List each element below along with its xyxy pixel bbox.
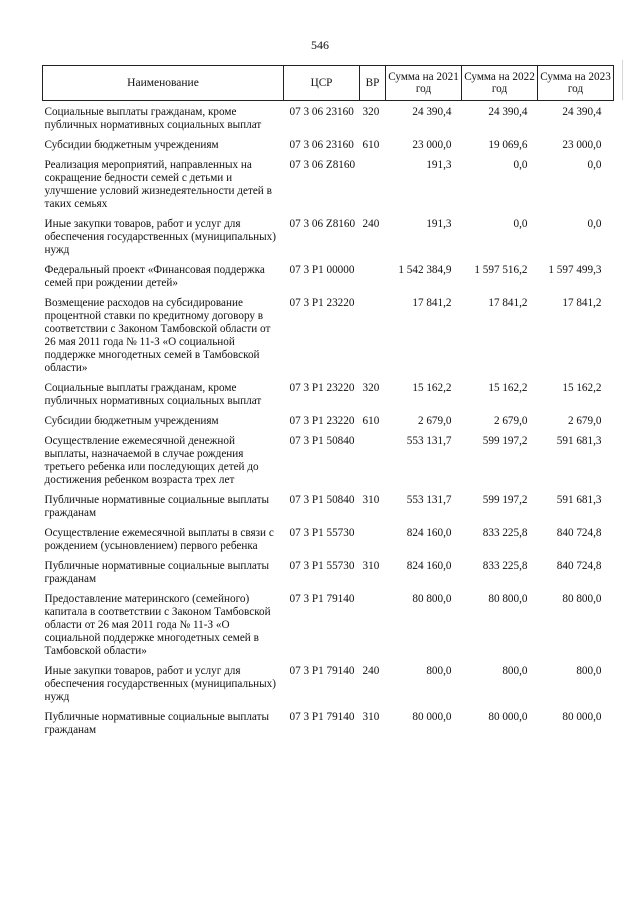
row-sum-2023: 15 162,2 bbox=[562, 382, 602, 394]
header-row bbox=[43, 66, 614, 101]
row-sum-2021: 553 131,7 bbox=[406, 494, 452, 506]
row-vr: 320 bbox=[362, 106, 380, 118]
row-vr: 310 bbox=[362, 560, 380, 572]
row-csr: 07 3 P1 79140 bbox=[289, 593, 355, 605]
table-row bbox=[43, 382, 614, 415]
table-row bbox=[43, 297, 614, 382]
row-sum-2022: 15 162,2 bbox=[488, 382, 528, 394]
row-csr: 07 3 P1 50840 bbox=[289, 494, 355, 506]
row-name: Осуществление ежемесячной выплаты в связи с рождением (усыновлением) первого ребенка bbox=[44, 527, 274, 552]
row-sum-2022: 24 390,4 bbox=[488, 106, 528, 118]
table-body bbox=[43, 101, 614, 745]
row-sum-2022: 80 800,0 bbox=[488, 593, 528, 605]
header-csr: ЦСР bbox=[284, 66, 360, 101]
row-vr: 320 bbox=[362, 382, 380, 394]
budget-table bbox=[42, 65, 614, 744]
row-csr: 07 3 P1 55730 bbox=[289, 560, 355, 572]
row-name: Публичные нормативные социальные выплаты гражданам bbox=[44, 711, 270, 736]
row-csr: 07 3 06 Z8160 bbox=[289, 218, 356, 230]
table-row bbox=[43, 435, 614, 494]
row-sum-2022: 80 000,0 bbox=[488, 711, 528, 723]
header-vr: ВР bbox=[360, 66, 386, 101]
row-vr bbox=[360, 527, 386, 560]
row-csr: 07 3 P1 00000 bbox=[289, 264, 355, 276]
row-sum-2022: 2 679,0 bbox=[493, 415, 528, 427]
row-sum-2021: 824 160,0 bbox=[406, 527, 452, 539]
row-sum-2023: 591 681,3 bbox=[556, 435, 602, 447]
row-name: Иные закупки товаров, работ и услуг для обеспечения государственных (муниципальных) нужд bbox=[44, 218, 276, 256]
row-csr: 07 3 P1 23220 bbox=[289, 297, 355, 309]
header-2021: Сумма на 2021 год bbox=[386, 66, 462, 101]
table-row bbox=[43, 560, 614, 593]
table-row bbox=[43, 218, 614, 264]
row-vr: 310 bbox=[362, 711, 380, 723]
row-vr: 610 bbox=[362, 139, 380, 151]
table-row bbox=[43, 665, 614, 711]
row-sum-2022: 833 225,8 bbox=[482, 560, 528, 572]
row-csr: 07 3 06 23160 bbox=[289, 106, 354, 118]
row-csr: 07 3 P1 23220 bbox=[289, 415, 355, 427]
row-vr bbox=[360, 264, 386, 297]
row-sum-2021: 80 800,0 bbox=[412, 593, 452, 605]
scan-edge-mark bbox=[622, 60, 623, 100]
row-sum-2023: 80 800,0 bbox=[562, 593, 602, 605]
row-sum-2023: 800,0 bbox=[576, 665, 602, 677]
table-row bbox=[43, 159, 614, 218]
row-vr bbox=[360, 593, 386, 665]
row-sum-2022: 833 225,8 bbox=[482, 527, 528, 539]
row-name: Реализация мероприятий, направленных на сокращение бедности семей с детьми и улучшение условий жизнедеятельности детей в таких семьях bbox=[44, 159, 272, 210]
row-name: Субсидии бюджетным учреждениям bbox=[44, 415, 219, 427]
row-sum-2021: 17 841,2 bbox=[412, 297, 452, 309]
row-vr bbox=[360, 435, 386, 494]
row-name: Осуществление ежемесячной денежной выплаты, назначаемой в случае рождения третьего ребенка или последующих детей до достижения ребенком возраста трех лет bbox=[44, 435, 259, 486]
row-sum-2022: 599 197,2 bbox=[482, 435, 528, 447]
row-sum-2023: 17 841,2 bbox=[562, 297, 602, 309]
row-sum-2023: 840 724,8 bbox=[556, 560, 602, 572]
row-sum-2023: 840 724,8 bbox=[556, 527, 602, 539]
table-row bbox=[43, 527, 614, 560]
row-name: Социальные выплаты гражданам, кроме публичных нормативных социальных выплат bbox=[44, 106, 262, 131]
row-csr: 07 3 P1 23220 bbox=[289, 382, 355, 394]
row-name: Иные закупки товаров, работ и услуг для обеспечения государственных (муниципальных) нужд bbox=[44, 665, 276, 703]
header-2023: Сумма на 2023 год bbox=[538, 66, 614, 101]
row-name: Предоставление материнского (семейного) капитала в соответствии с Законом Тамбовской области от 26 мая 2011 года № 11-З «О социальной поддержке многодетных семей в Тамбовской области» bbox=[44, 593, 271, 657]
table-header bbox=[43, 66, 614, 101]
row-sum-2021: 191,3 bbox=[426, 159, 452, 171]
row-sum-2022: 800,0 bbox=[502, 665, 528, 677]
row-name: Публичные нормативные социальные выплаты гражданам bbox=[44, 494, 270, 519]
row-vr: 610 bbox=[362, 415, 380, 427]
table-row bbox=[43, 494, 614, 527]
row-vr: 310 bbox=[362, 494, 380, 506]
row-sum-2021: 191,3 bbox=[426, 218, 452, 230]
row-sum-2022: 17 841,2 bbox=[488, 297, 528, 309]
row-csr: 07 3 P1 79140 bbox=[289, 665, 355, 677]
row-name: Субсидии бюджетным учреждениям bbox=[44, 139, 219, 151]
row-sum-2023: 591 681,3 bbox=[556, 494, 602, 506]
row-sum-2021: 80 000,0 bbox=[412, 711, 452, 723]
row-vr: 240 bbox=[362, 218, 380, 230]
row-sum-2021: 553 131,7 bbox=[406, 435, 452, 447]
table-row bbox=[43, 264, 614, 297]
row-sum-2023: 0,0 bbox=[587, 159, 602, 171]
row-csr: 07 3 06 Z8160 bbox=[289, 159, 356, 171]
row-csr: 07 3 P1 79140 bbox=[289, 711, 355, 723]
header-2022: Сумма на 2022 год bbox=[462, 66, 538, 101]
row-sum-2023: 0,0 bbox=[587, 218, 602, 230]
row-vr bbox=[360, 297, 386, 382]
row-sum-2022: 0,0 bbox=[513, 218, 528, 230]
row-csr: 07 3 P1 55730 bbox=[289, 527, 355, 539]
row-sum-2021: 800,0 bbox=[426, 665, 452, 677]
row-sum-2023: 80 000,0 bbox=[562, 711, 602, 723]
row-sum-2023: 23 000,0 bbox=[562, 139, 602, 151]
page-number: 546 bbox=[311, 38, 329, 52]
row-sum-2023: 24 390,4 bbox=[562, 106, 602, 118]
row-sum-2021: 1 542 384,9 bbox=[398, 264, 452, 276]
row-sum-2022: 0,0 bbox=[513, 159, 528, 171]
row-name: Федеральный проект «Финансовая поддержка семей при рождении детей» bbox=[44, 264, 265, 289]
row-vr bbox=[360, 159, 386, 218]
row-sum-2023: 1 597 499,3 bbox=[548, 264, 602, 276]
row-name: Возмещение расходов на субсидирование процентной ставки по кредитному договору в соответствии с Законом Тамбовской области от 26 мая 2011 года № 11-З «О социальной поддержке многодетных семей в Тамбовской области» bbox=[44, 297, 271, 374]
header-name: Наименование bbox=[43, 66, 284, 101]
table-row bbox=[43, 139, 614, 159]
row-sum-2022: 599 197,2 bbox=[482, 494, 528, 506]
row-sum-2022: 19 069,6 bbox=[488, 139, 528, 151]
table-row bbox=[43, 711, 614, 744]
row-sum-2021: 24 390,4 bbox=[412, 106, 452, 118]
row-sum-2021: 23 000,0 bbox=[412, 139, 452, 151]
row-sum-2023: 2 679,0 bbox=[567, 415, 602, 427]
row-name: Социальные выплаты гражданам, кроме публичных нормативных социальных выплат bbox=[44, 382, 262, 407]
row-name: Публичные нормативные социальные выплаты гражданам bbox=[44, 560, 270, 585]
row-sum-2022: 1 597 516,2 bbox=[474, 264, 528, 276]
table-row bbox=[43, 101, 614, 140]
row-csr: 07 3 P1 50840 bbox=[289, 435, 355, 447]
row-sum-2021: 15 162,2 bbox=[412, 382, 452, 394]
row-sum-2021: 824 160,0 bbox=[406, 560, 452, 572]
table-row bbox=[43, 593, 614, 665]
row-vr: 240 bbox=[362, 665, 380, 677]
row-csr: 07 3 06 23160 bbox=[289, 139, 354, 151]
row-sum-2021: 2 679,0 bbox=[417, 415, 452, 427]
table-row bbox=[43, 415, 614, 435]
